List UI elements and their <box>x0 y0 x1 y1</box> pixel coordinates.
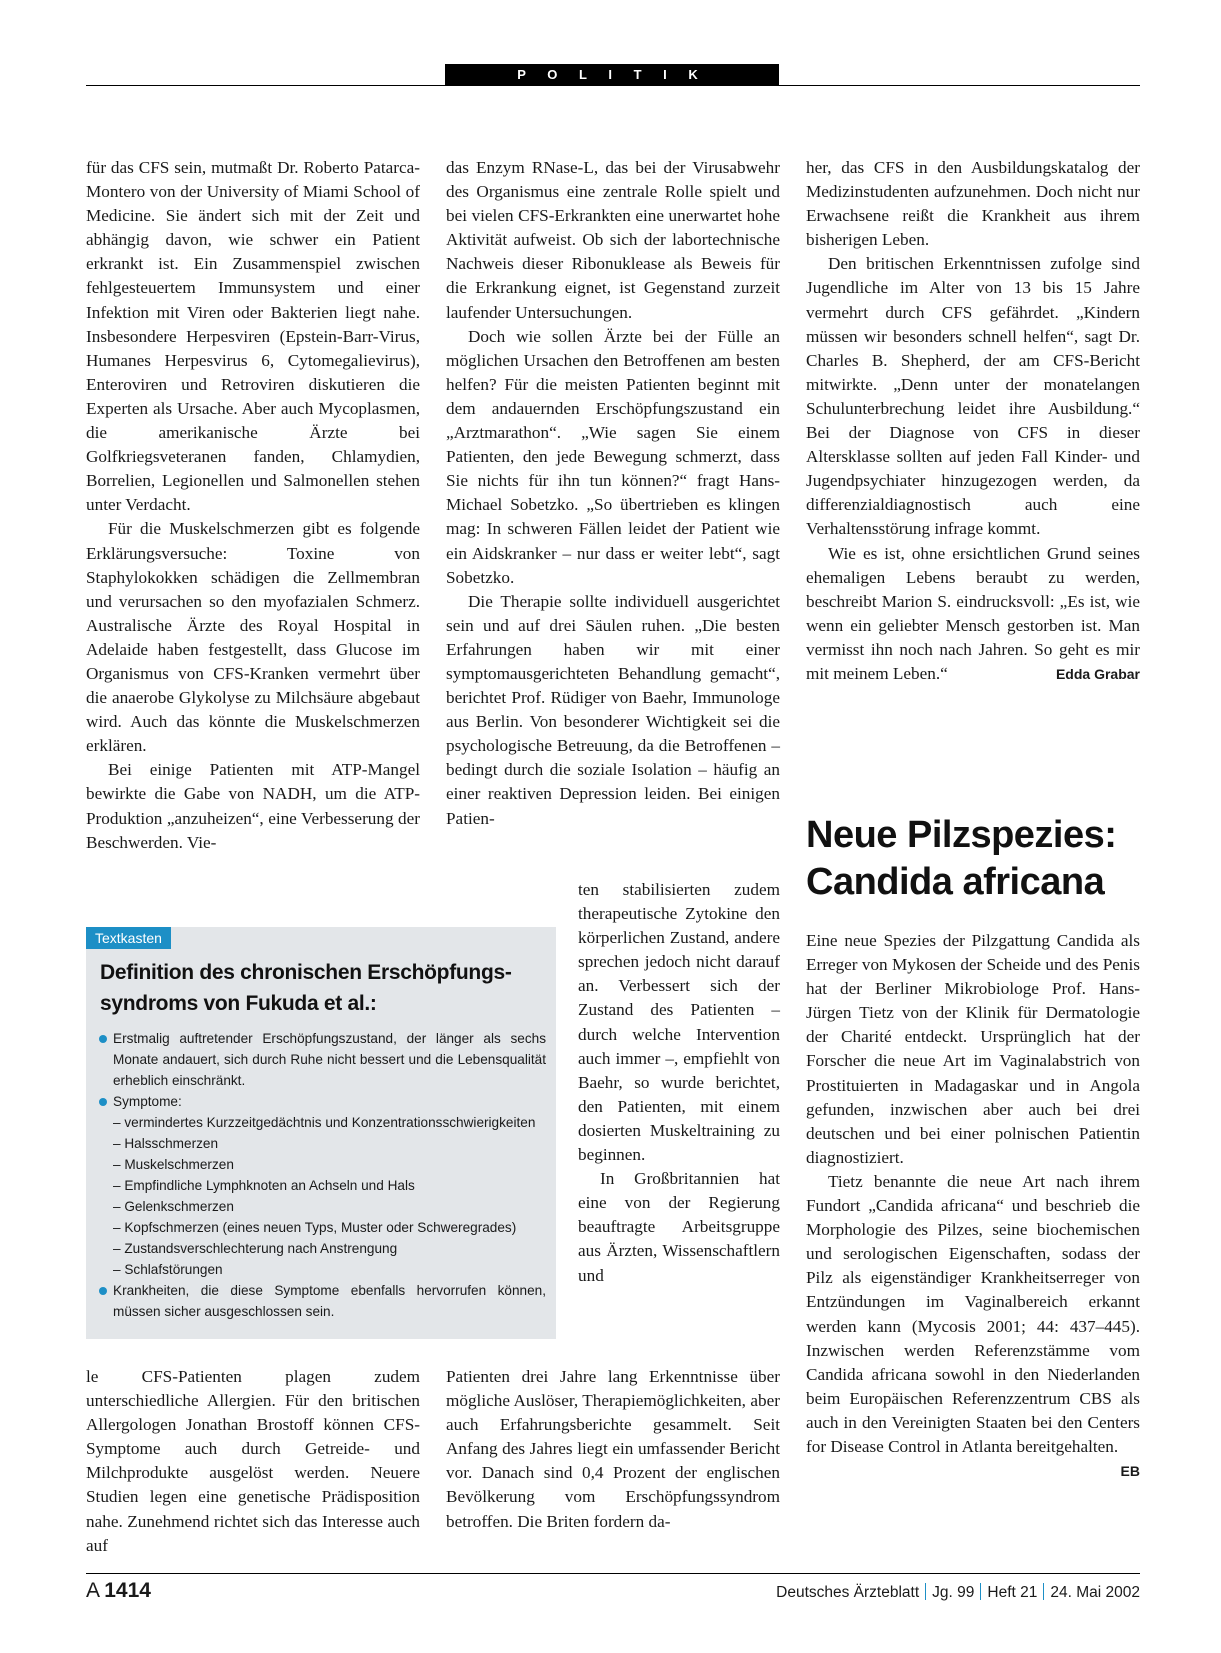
paragraph <box>806 1170 1140 1480</box>
page-prefix: A <box>86 1579 101 1602</box>
column-1-top <box>86 156 420 855</box>
paragraph <box>806 542 1140 687</box>
column-3-top <box>806 156 1140 686</box>
symptom-item: – Muskelschmerzen <box>113 1157 234 1172</box>
paragraph: ten stabilisierten zudem therapeutische Zytokine den körperlichen Zustand, andere sprechen jedoch nicht darauf an. Verbessert sich der Zustand des Patienten – durch welche Intervention auch immer –, empfiehlt von Baehr, so wurde berichtet, den Patienten, mit einem dosierten Muskeltraining zu beginnen. <box>578 880 780 1165</box>
textbox-title <box>100 957 544 1019</box>
separator <box>1043 1583 1044 1600</box>
footer-rule <box>86 1573 1140 1574</box>
paragraph: Bei einige Patienten mit ATP-Mangel bewirkte die Gabe von NADH, um die ATP-Produktion „anzuheizen“, eine Verbesserung der Beschwerden. Vie- <box>86 760 420 852</box>
article-headline <box>806 812 1140 906</box>
symptom-item: – Empfindliche Lymphknoten an Achseln und Hals <box>113 1178 415 1193</box>
author-initials: EB <box>1120 1463 1140 1480</box>
column-2-narrow <box>578 878 780 1288</box>
symptom-item: – Halsschmerzen <box>113 1136 219 1151</box>
journal-name: Deutsches Ärzteblatt <box>776 1584 920 1601</box>
paragraph: Für die Muskelschmerzen gibt es folgende Erklärungsversuche: Toxine von Staphylokokken schädigen die Zellmembran und verursachen so den myofazialen Schmerz. Australische Ärzte des Royal Hospital in Adelaide haben festgestellt, dass Glucose im Organismus von CFS-Kranken vermehrt über die anaerobe Glykolyse zu Milchsäure abgebaut wird. Auch das könnte die Muskelschmerzen erklären. <box>86 519 420 756</box>
definition-list <box>98 1028 546 1322</box>
journal-date: 24. Mai 2002 <box>1050 1584 1140 1601</box>
separator <box>980 1583 981 1600</box>
journal-issue: Heft 21 <box>987 1584 1038 1601</box>
symptom-item: – Zustandsverschlechterung nach Anstrengung <box>113 1241 398 1256</box>
section-label: P O L I T I K <box>445 64 779 85</box>
journal-info <box>776 1583 1140 1603</box>
headline-line-1: Neue Pilzspezies: <box>806 814 1117 856</box>
paragraph: Eine neue Spezies der Pilzgattung Candida als Erreger von Mykosen der Scheide und des Penis hat der Berliner Mikrobiologe Prof. Hans-Jürgen Tietz von der Klinik für Dermatologie der Charité entdeckt. Ursprünglich hat der Forscher die neue Art im Vaginalabstrich von Prostituierten in Madagaskar und in Angola gefunden, inzwischen aber auch bei drei deutschen und bei einer polnischen Patientin diagnostiziert. <box>806 931 1140 1167</box>
textbox-title-line-1: Definition des chronischen Erschöpfungs- <box>100 961 512 984</box>
symptom-item: – Schlafstörungen <box>113 1262 223 1277</box>
paragraph: her, das CFS in den Ausbildungskatalog der Medizinstudenten aufzunehmen. Doch nicht nur Erwachsene reißt die Krankheit aus ihrem bisherigen Leben. <box>806 158 1140 250</box>
definition-criterion: Krankheiten, die diese Symptome ebenfalls hervorrufen können, müssen sicher ausgeschlossen sein. <box>98 1280 546 1322</box>
symptom-item: – Gelenkschmerzen <box>113 1199 234 1214</box>
paragraph-text: Wie es ist, ohne ersichtlichen Grund seines ehemaligen Lebens beraubt zu werden, beschreibt Marion S. eindrucksvoll: „Es ist, wie wenn ein geliebter Mensch gestorben ist. Man vermisst ihn noch nach Jahren. So geht es mir mit meinem Leben.“ <box>806 543 1140 683</box>
separator <box>925 1583 926 1600</box>
symptom-item: – vermindertes Kurzzeitgedächtnis und Konzentrationsschwierigkeiten <box>113 1115 536 1130</box>
definition-criterion: Erstmalig auftretender Erschöpfungszustand, der länger als sechs Monate andauert, sich durch Ruhe nicht bessert und die Lebensqualität erheblich einschränkt. <box>98 1028 546 1091</box>
author-signature: Edda Grabar <box>1055 665 1140 682</box>
definition-criterion: Symptome: <box>98 1091 546 1112</box>
paragraph: Doch wie sollen Ärzte bei der Fülle an möglichen Ursachen den Betroffenen am besten helfen? Für die meisten Patienten beginnt mit dem andauernden Erschöpfungszustand ein „Arztmarathon“. „Wie sagen Sie einem Patienten, den jede Bewegung schmerzt, dass Sie nichts für ihn tun können?“ fragt Hans-Michael Sobetzko. „So übertrieben es klingen mag: In schweren Fällen leidet der Patient wie ein Aidskranker – nur dass er weiter lebt“, sagt Sobetzko. <box>446 326 780 587</box>
paragraph: Patienten drei Jahre lang Erkenntnisse über mögliche Auslöser, Therapiemöglichkeiten, aber auch Erfahrungsberichte gesammelt. Seit Anfang des Jahres liegt ein umfassender Bericht vor. Danach sind 0,4 Prozent der englischen Bevölkerung vom Erschöpfungssyndrom betroffen. Die Briten fordern da- <box>446 1367 780 1531</box>
textbox-label: Textkasten <box>86 927 171 949</box>
page-number <box>86 1578 151 1604</box>
paragraph: Den britischen Erkenntnissen zufolge sind Jugendliche im Alter von 13 bis 15 Jahre vermehrt durch CFS gefährdet. „Kindern müssen wir besonders schnell helfen“, sagt Dr. Charles B. Shepherd, der am CFS-Bericht mitwirkte. „Denn unter der monatelangen Schulunterbrechung leidet ihre Ausbildung.“ Bei der Diagnose von CFS in dieser Altersklasse sollten auf jeden Fall Kinder- und Jugendpsychiater hinzugezogen werden, da differenzialdiagnostisch auch eine Verhaltensstörung infrage kommt. <box>806 254 1140 539</box>
column-1-bottom <box>86 1365 420 1558</box>
page-number-value: 1414 <box>104 1579 151 1602</box>
column-2-top <box>446 156 780 831</box>
paragraph: In Großbritannien hat eine von der Regierung beauftragte Arbeitsgruppe aus Ärzten, Wissenschaftlern und <box>578 1169 780 1285</box>
header-rule <box>86 85 1140 86</box>
paragraph: das Enzym RNase-L, das bei der Virusabwehr des Organismus eine zentrale Rolle spielt und bei vielen CFS-Erkrankten eine unerwartet hohe Aktivität aufweist. Ob sich der labortechnische Nachweis dieser Ribonuklease als Beweis für die Erkrankung eignet, ist Gegenstand zurzeit laufender Untersuchungen. <box>446 158 780 322</box>
paragraph: Die Therapie sollte individuell ausgerichtet sein und auf drei Säulen ruhen. „Die besten Erfahrungen haben wir mit einer symptomausgerichteten Behandlung gemacht“, berichtet Prof. Rüdiger von Baehr, Immunologe aus Berlin. Von besonderer Wichtigkeit sei die psychologische Betreuung, da die Betroffenen – bedingt durch die soziale Isolation – häufig an einer reaktiven Depression leiden. Bei einigen Patien- <box>446 591 780 828</box>
paragraph: le CFS-Patienten plagen zudem unterschiedliche Allergien. Für den britischen Allergologen Jonathan Brostoff können CFS-Symptome auch durch Getreide- und Milchprodukte ausgelöst werden. Neuere Studien legen eine genetische Prädisposition nahe. Zunehmend richtet sich das Interesse auch auf <box>86 1367 420 1555</box>
headline-line-2: Candida africana <box>806 861 1105 903</box>
paragraph: für das CFS sein, mutmaßt Dr. Roberto Patarca-Montero von der University of Miami School of Medicine. Sie ändert sich mit der Zeit und abhängig davon, wie schwer ein Patient erkrankt ist. Ein Zusammenspiel zwischen fehlgesteuertem Immunsystem und einer Infektion mit Viren oder Bakterien liegt nahe. Insbesondere Herpesviren (Epstein-Barr-Virus, Humanes Herpesvirus 6, Cytomegalievirus), Enteroviren und Retroviren diskutieren die Experten als Ursache. Aber auch Mycoplasmen, die amerikanische Ärzte bei Golfkriegsveteranen fanden, Chlamydien, Borrelien, Legionellen und Salmonellen stehen unter Verdacht. <box>86 158 420 515</box>
symptom-item: – Kopfschmerzen (eines neuen Typs, Muster oder Schweregrades) <box>113 1220 517 1235</box>
textbox-title-line-2: syndroms von Fukuda et al.: <box>100 992 377 1015</box>
column-2-bottom <box>446 1365 780 1534</box>
paragraph-text: Tietz benannte die neue Art nach ihrem Fundort „Candida africana“ und beschrieb die Morphologie des Pilzes, seine biochemischen und serologischen Eigenschaften, sodass der Pilz als eigenständiger Krankheitserreger von Entzündungen im Vaginalbereich erkannt werden kann (Mycosis 2001; 44: 437–445). Inzwischen werden Referenzstämme vom Candida africana sowohl in den Niederlanden beim Europäischen Referenzzentrum CBS als auch in den Vereinigten Staaten bei den Centers for Disease Control in Atlanta bereitgehalten. <box>806 1171 1140 1456</box>
journal-volume: Jg. 99 <box>932 1584 975 1601</box>
column-3-article <box>806 929 1140 1483</box>
